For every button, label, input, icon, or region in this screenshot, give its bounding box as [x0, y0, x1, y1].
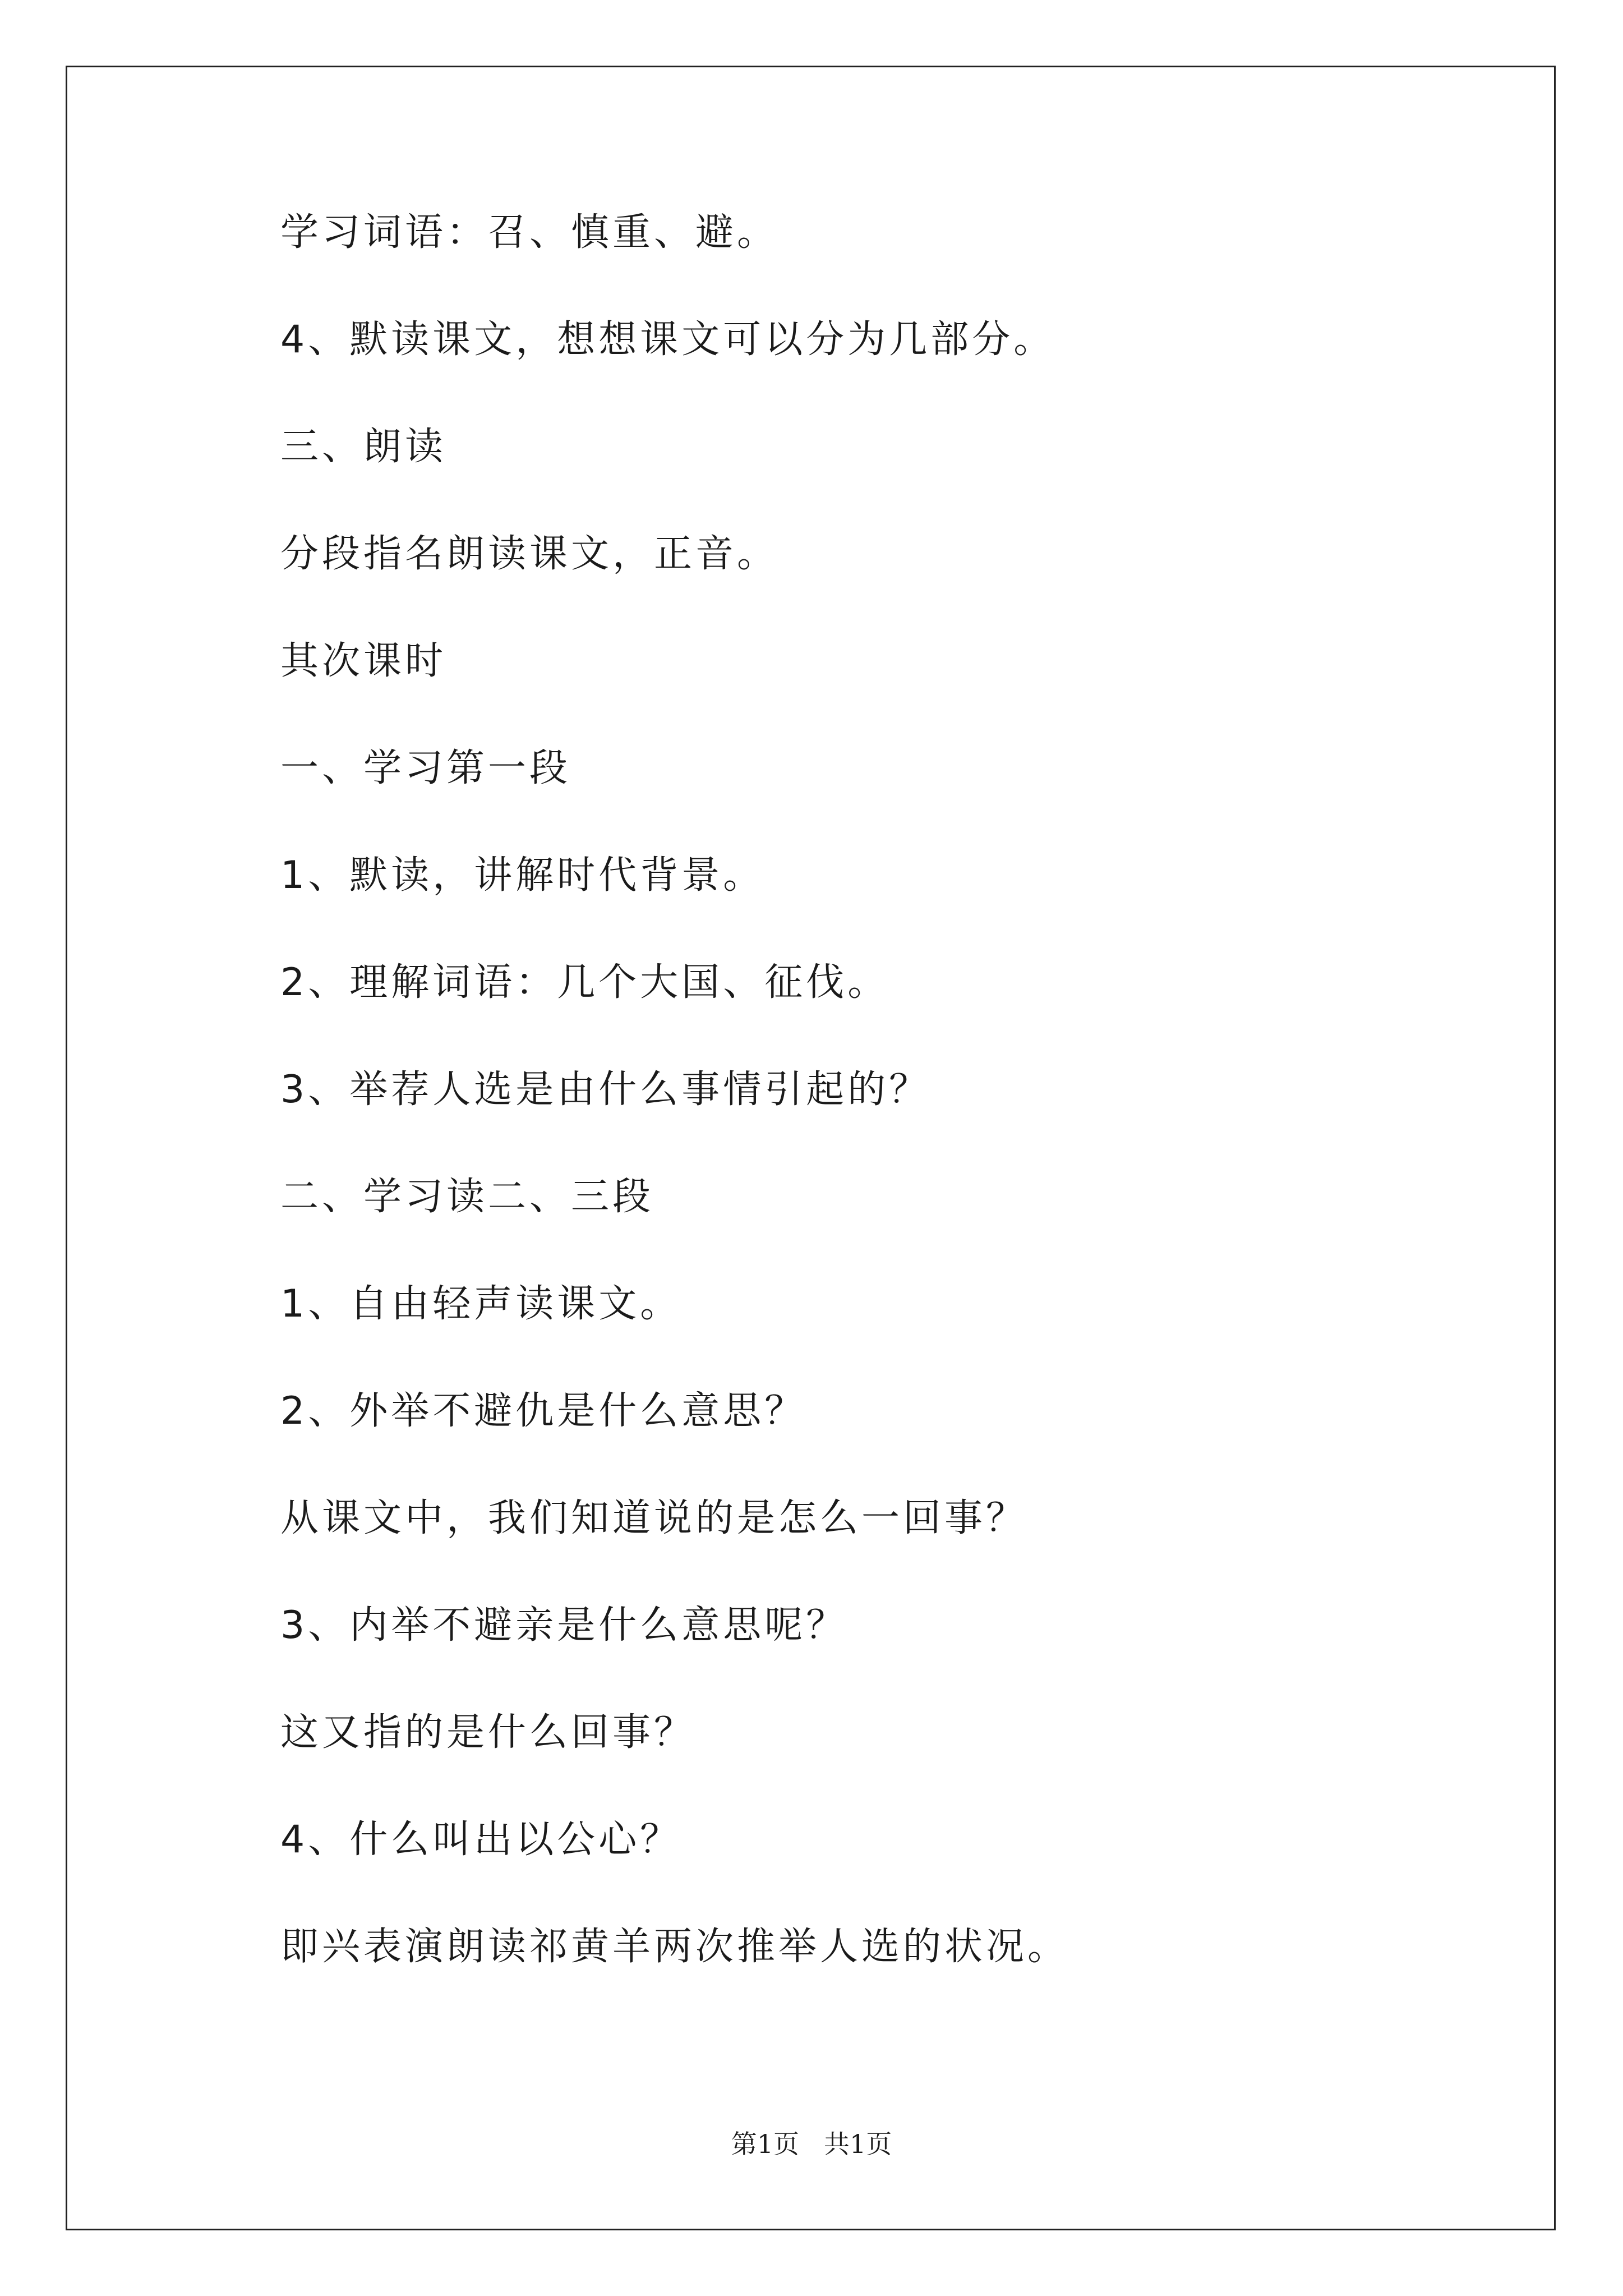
page-footer	[0, 2127, 1623, 2161]
text-line: 二、学习读二、三段	[280, 1175, 654, 1219]
document-body	[280, 208, 1486, 2029]
text-line: 3、内举不避亲是什么意思呢？	[280, 1603, 848, 1648]
text-line: 学习词语：召、慎重、避。	[280, 210, 779, 255]
text-line: 三、朗读	[280, 425, 447, 469]
text-line: 1、默读，讲解时代背景。	[280, 853, 765, 898]
text-line: 一、学习第一段	[280, 746, 571, 790]
text-line: 2、外举不避仇是什么意思？	[280, 1389, 806, 1433]
text-line: 分段指名朗读课文，正音。	[280, 532, 779, 576]
page-total: 共1页	[823, 2129, 892, 2159]
text-line: 其次课时	[280, 639, 447, 683]
text-line: 4、什么叫出以公心？	[280, 1818, 682, 1862]
page-number: 第1页	[731, 2129, 800, 2159]
text-line: 1、自由轻声读课文。	[280, 1282, 682, 1326]
text-line: 4、默读课文，想想课文可以分为几部分。	[280, 318, 1055, 362]
text-line: 3、举荐人选是由什么事情引起的？	[280, 1068, 931, 1112]
text-line: 即兴表演朗读祁黄羊两次推举人选的状况。	[280, 1925, 1069, 1969]
text-line: 这又指的是什么回事？	[280, 1710, 696, 1755]
text-line: 2、理解词语：几个大国、征伐。	[280, 960, 889, 1005]
text-line: 从课文中，我们知道说的是怎么一回事？	[280, 1496, 1028, 1540]
